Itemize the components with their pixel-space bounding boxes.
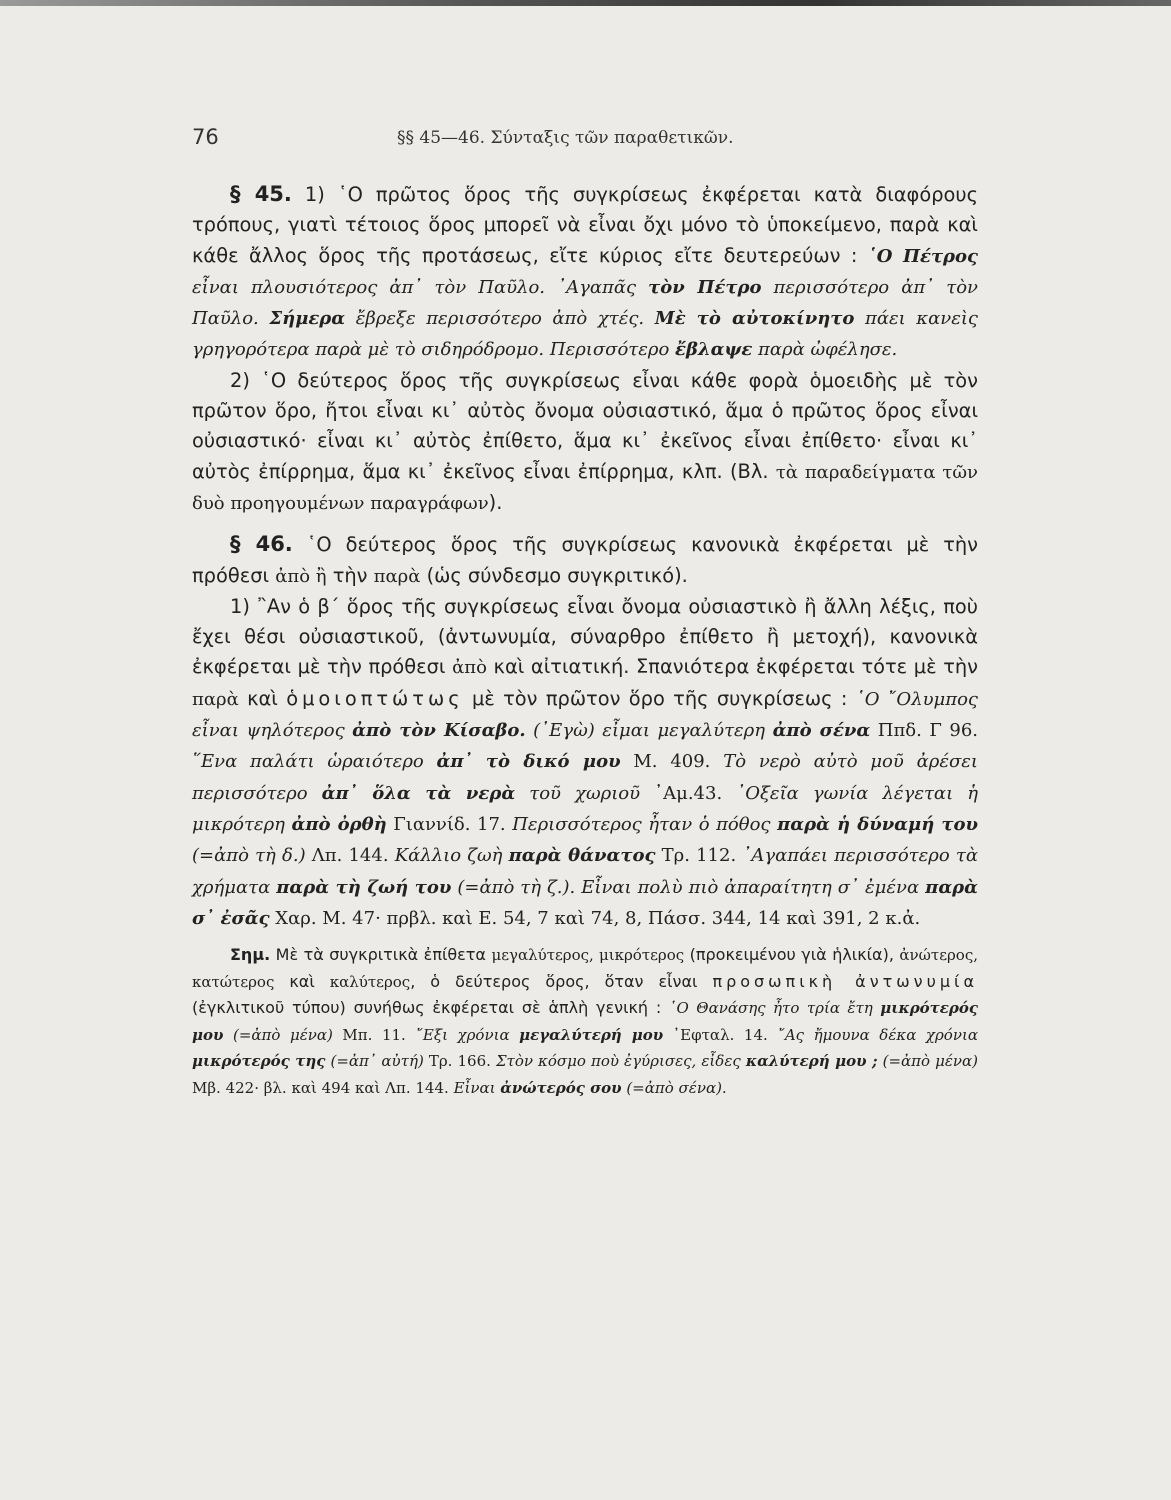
serif-text: καλύτερος [329, 972, 411, 991]
sec46-p1-text [192, 533, 978, 586]
serif-text: Χαρ. Μ. 47· πρβλ. καὶ Ε. 54, 7 καὶ 74, 8, Πάσσ. 344, 14 καὶ 391, 2 κ.ἀ. [269, 907, 921, 929]
emphasis-text: μεγαλύτερή μου [519, 1025, 664, 1044]
example-text: (=ἀπὸ σένα). [621, 1078, 727, 1097]
spaced-text: ὁμοιοπτώτως [286, 686, 464, 710]
example-text: ᾿Αγαπάει περισσότερο τὰ χρήματα [192, 845, 979, 898]
serif-text: Μ. 409. [620, 751, 724, 773]
serif-text: παρὰ [373, 565, 421, 587]
example-text: (=ἀπὸ τὴ δ.) [192, 845, 306, 867]
example-text: ῎Εξι χρόνια [415, 1025, 520, 1044]
scan-top-edge [0, 0, 1171, 6]
serif-text: Μπ. 11. [332, 1025, 416, 1044]
example-text: ῞Ενα παλάτι ὡραιότερο [192, 751, 437, 773]
serif-text: Λπ. 144. [305, 845, 395, 867]
serif-text: Τρ. 166. [423, 1052, 496, 1071]
example-text: (᾿Εγὼ) εἶμαι μεγαλύτερη [525, 720, 773, 742]
example-text: (=ἀπὸ τὴ ζ.). Εἶναι πολὺ πιὸ ἀπαραίτητη σ᾿ ἐμένα [451, 876, 926, 898]
footnote [192, 942, 978, 1101]
sec45-paragraph-1 [192, 179, 978, 366]
running-header [192, 125, 978, 159]
example-text: Περισσότερος ἦταν ὁ πόθος [512, 813, 778, 835]
text-run: (ὡς σύνδεσμο συγκριτικό). [420, 563, 688, 587]
emphasis-text: ἀνώτερός σου [500, 1078, 622, 1097]
example-text: (=ἀπὸ μένα) [223, 1025, 333, 1044]
serif-text: μεγαλύτερος, μικρότερος [491, 946, 685, 965]
text-run: καὶ αἰτιατική. Σπανιότερα ἐκφέρεται τότε μὲ τὴν [486, 655, 978, 679]
emphasis-text: τὸν Πέτρο [648, 276, 762, 298]
serif-text: ἀνώτερος, κατώτερος [192, 946, 978, 991]
example-text: Κάλλιο ζωὴ [394, 845, 509, 867]
running-title: §§ 45—46. Σύνταξις τῶν παραθετικῶν. [397, 128, 734, 148]
sec46-paragraph-2 [192, 592, 978, 934]
example-text: ᾿Οξεῖα γωνία λέγεται ἡ μικρότερη [192, 782, 978, 835]
sec45-p2-text [192, 369, 978, 514]
section-46-number: § 46. [230, 532, 293, 557]
text-run: μὲ τὸν πρῶτον ὅρο τῆς συγκρίσεως : [463, 686, 856, 710]
emphasis-text: ἔβλαψε [675, 339, 753, 361]
example-text: ῾Ο ῎Ολυμπος εἶναι ψηλότερος [192, 688, 978, 742]
example-text: ῾Ο Θανάσης ἦτο τρία ἔτη [669, 999, 881, 1018]
emphasis-text: μικρότερός μου [192, 999, 979, 1044]
footnote-text [192, 945, 978, 1097]
serif-text: Μβ. 422· βλ. καὶ 494 καὶ Λπ. 144. [192, 1078, 454, 1097]
emphasis-text: ῾Ο Πέτρος [867, 245, 978, 267]
emphasis-text: μικρότερός της [192, 1052, 326, 1071]
sec46-p2-text [192, 595, 978, 929]
emphasis-text: παρὰ τὴ ζωή του [276, 876, 452, 898]
emphasis-text: ἀπὸ σένα [772, 720, 871, 742]
emphasis-text: παρὰ σ᾿ ἐσᾶς [192, 876, 978, 929]
serif-text: Γιαννίδ. 17. [386, 813, 513, 835]
note-label: Σημ. [230, 945, 271, 965]
sec45-p1-text [192, 183, 978, 360]
spaced-text: προσωπικὴ ἀντωνυμία [712, 971, 979, 991]
emphasis-text: παρὰ ἡ δύναμή του [777, 813, 978, 835]
section-45-number: § 45. [230, 182, 292, 206]
emphasis-text: ἀπὸ τὸν Κίσαβο. [352, 720, 526, 742]
example-text: Στὸν κόσμο ποὺ ἐγύρισες, εἶδες [495, 1052, 746, 1071]
text-run: καὶ [238, 686, 287, 710]
text-run: καὶ [274, 971, 330, 991]
serif-text: ᾿Αμ.43. [640, 782, 737, 804]
page-number: 76 [192, 125, 219, 149]
example-text: ἔβρεξε περισσότερο ἀπὸ χτές. [345, 308, 655, 330]
serif-text: ἀπὸ [452, 657, 487, 679]
book-page [192, 125, 978, 1101]
emphasis-text: Μὲ τὸ αὐτοκίνητο [654, 308, 855, 330]
text-run: τὴν [326, 563, 374, 587]
text-run: ). [488, 490, 503, 514]
example-text: Εἶναι [453, 1078, 501, 1097]
example-text: (=ἀπ᾿ αὐτή) [325, 1052, 424, 1071]
example-text: τοῦ χωριοῦ [515, 782, 641, 804]
emphasis-text: καλύτερή μου ; [745, 1052, 878, 1071]
example-text: ῎Ας ἤμουνα δέκα χρόνια [777, 1025, 978, 1044]
text-run: 2) ῾Ο δεύτερος ὅρος τῆς συγκρίσεως εἶναι κάθε φορὰ ὁμοειδὴς μὲ τὸν πρῶτον ὅρο, ἤτοι εἶναι κι᾿ αὐτὸς ὄνομα οὐσιαστικό, ἅμα ὁ πρῶτος ὅρος εἶναι οὐσιαστικό· εἶναι κι᾿ αὐτὸς ἐπίθετο, ἅμα κι᾿ ἐκεῖνος εἶναι ἐπίθετο· εἶναι κι᾿ αὐτὸς ἐπίρρημα, ἅμα κι᾿ ἐκεῖνος εἶναι ἐπίρρημα, κλπ. (Βλ. [192, 368, 978, 483]
sec46-paragraph-1 [192, 529, 978, 592]
serif-text: Ππδ. Γ 96. [870, 720, 978, 742]
serif-text: παρὰ [192, 688, 239, 710]
text-run: ῾Ο δεύτερος ὅρος τῆς συγκρίσεως κανονικὰ ἐκφέρεται μὲ τὴν πρόθεσι [192, 533, 979, 587]
text-run: (ἐγκλιτικοῦ τύπου) συνήθως ἐκφέρεται σὲ ἁπλὴ γενική : [192, 998, 670, 1018]
serif-text: Τρ. 112. [655, 845, 743, 867]
example-text: παρὰ ὠφέλησε. [752, 339, 898, 361]
emphasis-text: Σήμερα [269, 308, 346, 330]
emphasis-text: ἀπὸ ὀρθὴ [291, 813, 387, 835]
serif-text: τὰ παραδείγματα τῶν δυὸ προηγουμένων παραγράφων [192, 461, 978, 514]
text-run: (προκειμένου γιὰ ἡλικία), [684, 945, 900, 965]
example-text: Τὸ νερὸ αὐτὸ μοῦ ἀρέσει περισσότερο [192, 751, 978, 804]
serif-text: ᾿Εφταλ. 14. [663, 1025, 778, 1044]
emphasis-text: ἀπ᾿ τὸ δικό μου [436, 751, 621, 773]
example-text: πάει κανεὶς γρηγορότερα παρὰ μὲ τὸ σιδηρόδρομο. Περισσότερο [192, 308, 979, 361]
text-run: 1) ῾Ο πρῶτος ὅρος τῆς συγκρίσεως ἐκφέρεται κατὰ διαφόρους τρόπους, γιατὶ τέτοιος ὅρος μπορεῖ νὰ εἶναι ὄχι μόνο τὸ ὑποκείμενο, παρὰ καὶ κάθε ἄλλος ὅρος τῆς προτάσεως, εἴτε κύριος εἴτε δευτερεύων : [192, 183, 978, 267]
text-run: Μὲ τὰ συγκριτικὰ ἐπίθετα [270, 945, 492, 965]
example-text: περισσότερο ἀπ᾿ τὸν Παῦλο. [192, 276, 979, 330]
sec45-paragraph-2 [192, 366, 978, 519]
example-text: εἶναι πλουσιότερος ἀπ᾿ τὸν Παῦλο. ᾿Αγαπᾶς [192, 276, 649, 298]
emphasis-text: παρὰ θάνατος [508, 845, 656, 867]
emphasis-text: ἀπ᾿ ὅλα τὰ νερὰ [321, 782, 516, 804]
text-run: , ὁ δεύτερος ὅρος, ὅταν εἶναι [410, 971, 713, 991]
serif-text: ἀπὸ ἢ [275, 565, 327, 587]
example-text: (=ἀπὸ μένα) [877, 1052, 978, 1071]
text-run: 1) ῍Αν ὁ β΄ ὅρος τῆς συγκρίσεως εἶναι ὄνομα οὐσιαστικὸ ἢ ἄλλη λέξις, ποὺ ἔχει θέσι οὐσιαστικοῦ, (ἀντωνυμία, σύναρθρο ἐπίθετο ἢ μετοχή), κανονικὰ ἐκφέρεται μὲ τὴν πρόθεσι [192, 594, 978, 679]
